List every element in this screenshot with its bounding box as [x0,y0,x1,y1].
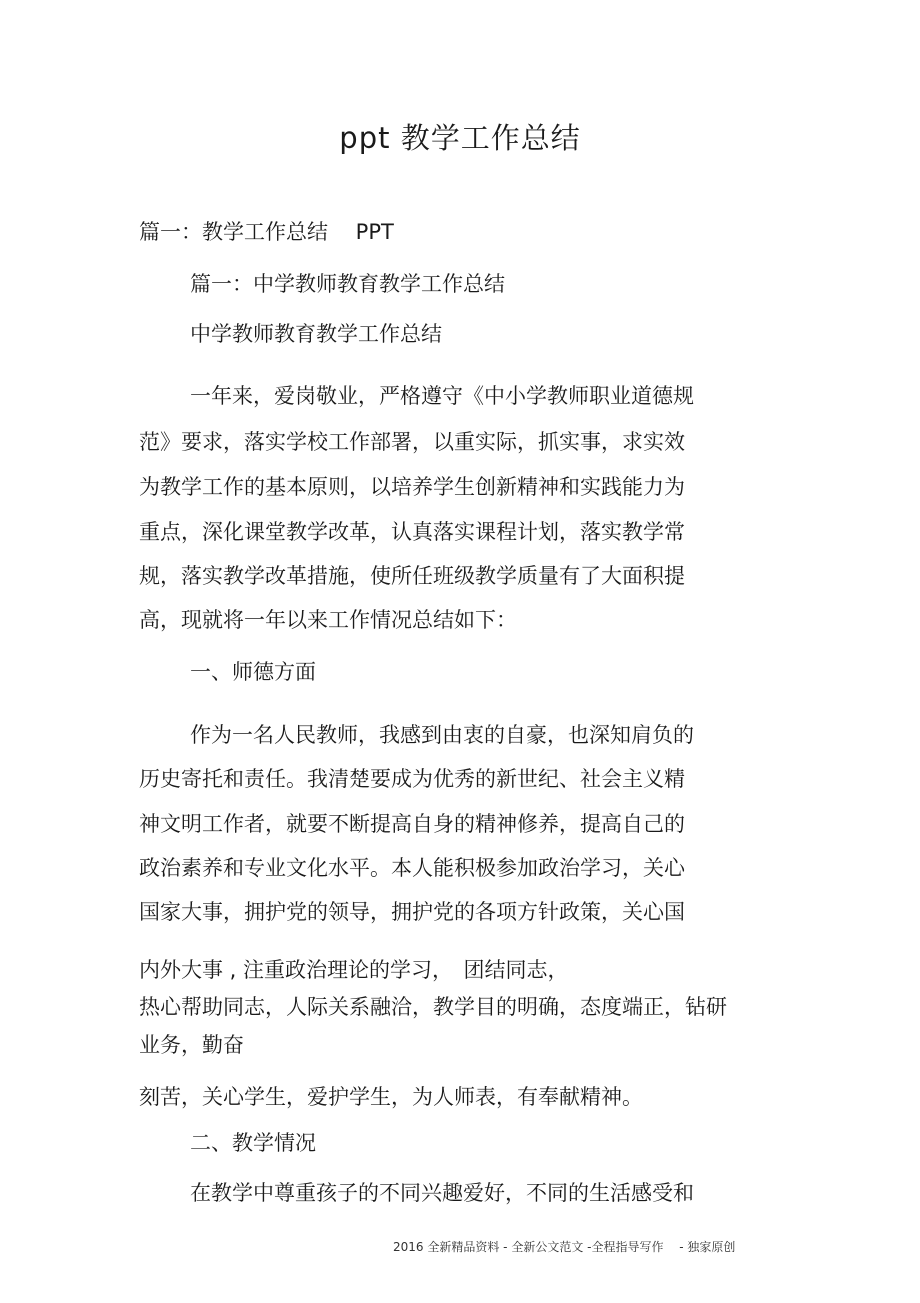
paragraph-line: 国家大事，拥护党的领导，拥护党的各项方针政策，关心国 [139,900,685,924]
paragraph-line: 政治素养和专业文化水平。本人能积极参加政治学习，关心 [139,856,685,880]
paragraph-line: 刻苦，关心学生，爱护学生，为人师表，有奉献精神。 [139,1085,643,1109]
section-heading: 二、教学情况 [190,1131,316,1155]
article-heading: 中学教师教育教学工作总结 [190,322,442,346]
section-heading: 篇一：教学工作总结 PPT [139,220,394,244]
paragraph-line: 规，落实教学改革措施，使所任班级教学质量有了大面积提 [139,564,685,588]
document-title: ppt 教学工作总结 [339,121,581,155]
paragraph-line: 高，现就将一年以来工作情况总结如下： [139,608,517,632]
subsection-heading: 篇一：中学教师教育教学工作总结 [190,272,505,296]
paragraph-line: 在教学中尊重孩子的不同兴趣爱好，不同的生活感受和 [190,1181,694,1205]
paragraph-line: 为教学工作的基本原则，以培养学生创新精神和实践能力为 [139,475,685,499]
page-footer: 2016 全新精品资料 - 全新公文范文 -全程指导写作 - 独家原创 [393,1240,736,1254]
paragraph-line: 一年来，爱岗敬业，严格遵守《中小学教师职业道德规 [190,384,694,408]
paragraph-line: 范》要求，落实学校工作部署，以重实际，抓实事，求实效 [139,430,685,454]
paragraph-line: 神文明工作者，就要不断提高自身的精神修养，提高自己的 [139,812,685,836]
paragraph-line: 重点，深化课堂教学改革，认真落实课程计划，落实教学常 [139,520,685,544]
section-heading: 一、师德方面 [190,660,316,684]
paragraph-line: 历史寄托和责任。我清楚要成为优秀的新世纪、社会主义精 [139,767,685,791]
paragraph-line: 作为一名人民教师，我感到由衷的自豪，也深知肩负的 [190,723,694,747]
paragraph-line: 内外大事 , 注重政治理论的学习， 团结同志， [139,958,569,982]
paragraph-line: 业务，勤奋 [139,1033,244,1057]
paragraph-line: 热心帮助同志，人际关系融洽，教学目的明确，态度端正，钻研 [139,995,727,1019]
